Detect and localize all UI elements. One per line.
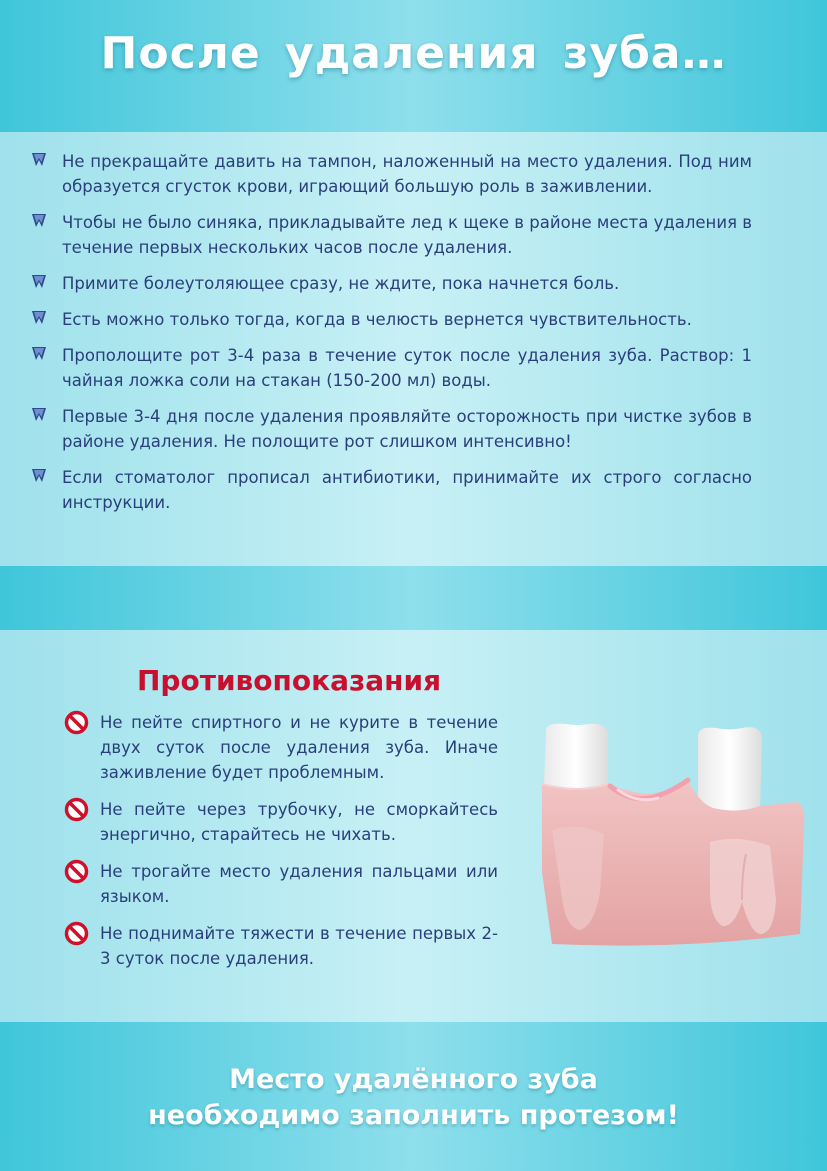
recommendation-text: Если стоматолог прописал антибиотики, принимайте их строго согласно инструкции. [62,468,752,512]
tooth-bullet-icon [32,343,62,363]
list-item [32,271,752,296]
list-item [32,465,752,515]
tooth-bullet-icon [32,307,62,327]
recommendation-text: Есть можно только тогда, когда в челюсть вернется чувствительность. [62,310,692,329]
list-item [64,921,498,971]
recommendation-text: Прополощите рот 3-4 раза в течение суток после удаления зуба. Раствор: 1 чайная ложка соли на стакан (150-200 мл) воды. [62,346,752,390]
tooth-bullet-icon [32,404,62,424]
list-item [32,149,752,199]
header-band [0,0,827,132]
footer-message [0,1062,827,1134]
list-item [32,343,752,393]
list-item [64,859,498,909]
extracted-tooth-illustration [538,722,808,954]
divider-band [0,566,827,630]
list-item [32,307,752,332]
recommendation-text: Примите болеутоляющее сразу, не ждите, пока начнется боль. [62,274,620,293]
section-title: Противопоказания [137,664,442,697]
prohibition-icon [64,921,100,946]
tooth-bullet-icon [32,271,62,291]
contraindications-panel [0,630,827,1022]
prohibition-icon [64,859,100,884]
list-item [32,210,752,260]
contraindication-text: Не пейте через трубочку, не сморкайтесь энергично, старайтесь не чихать. [100,800,498,844]
recommendation-text: Чтобы не было синяка, прикладывайте лед к щеке в районе места удаления в течение первых нескольких часов после удаления. [62,213,752,257]
footer-line-2: необходимо заполнить протезом! [148,1100,679,1131]
recommendations-list [32,149,752,526]
list-item [64,710,498,785]
list-item [32,404,752,454]
tooth-bullet-icon [32,149,62,169]
prohibition-icon [64,710,100,735]
prohibition-icon [64,797,100,822]
recommendation-text: Не прекращайте давить на тампон, наложенный на место удаления. Под ним образуется сгусток крови, играющий большую роль в заживлении. [62,152,752,196]
recommendations-panel [0,132,827,566]
contraindications-list [64,710,498,983]
contraindication-text: Не пейте спиртного и не курите в течение двух суток после удаления зуба. Иначе заживление будет проблемным. [100,713,498,782]
page-title: После удаления зуба… [100,28,727,79]
recommendation-text: Первые 3-4 дня после удаления проявляйте осторожность при чистке зубов в районе удаления. Не полощите рот слишком интенсивно! [62,407,752,451]
footer-band [0,1022,827,1171]
contraindication-text: Не поднимайте тяжести в течение первых 2-3 суток после удаления. [100,924,498,968]
tooth-bullet-icon [32,465,62,485]
list-item [64,797,498,847]
tooth-bullet-icon [32,210,62,230]
footer-line-1: Место удалённого зуба [229,1064,598,1095]
contraindication-text: Не трогайте место удаления пальцами или языком. [100,862,498,906]
